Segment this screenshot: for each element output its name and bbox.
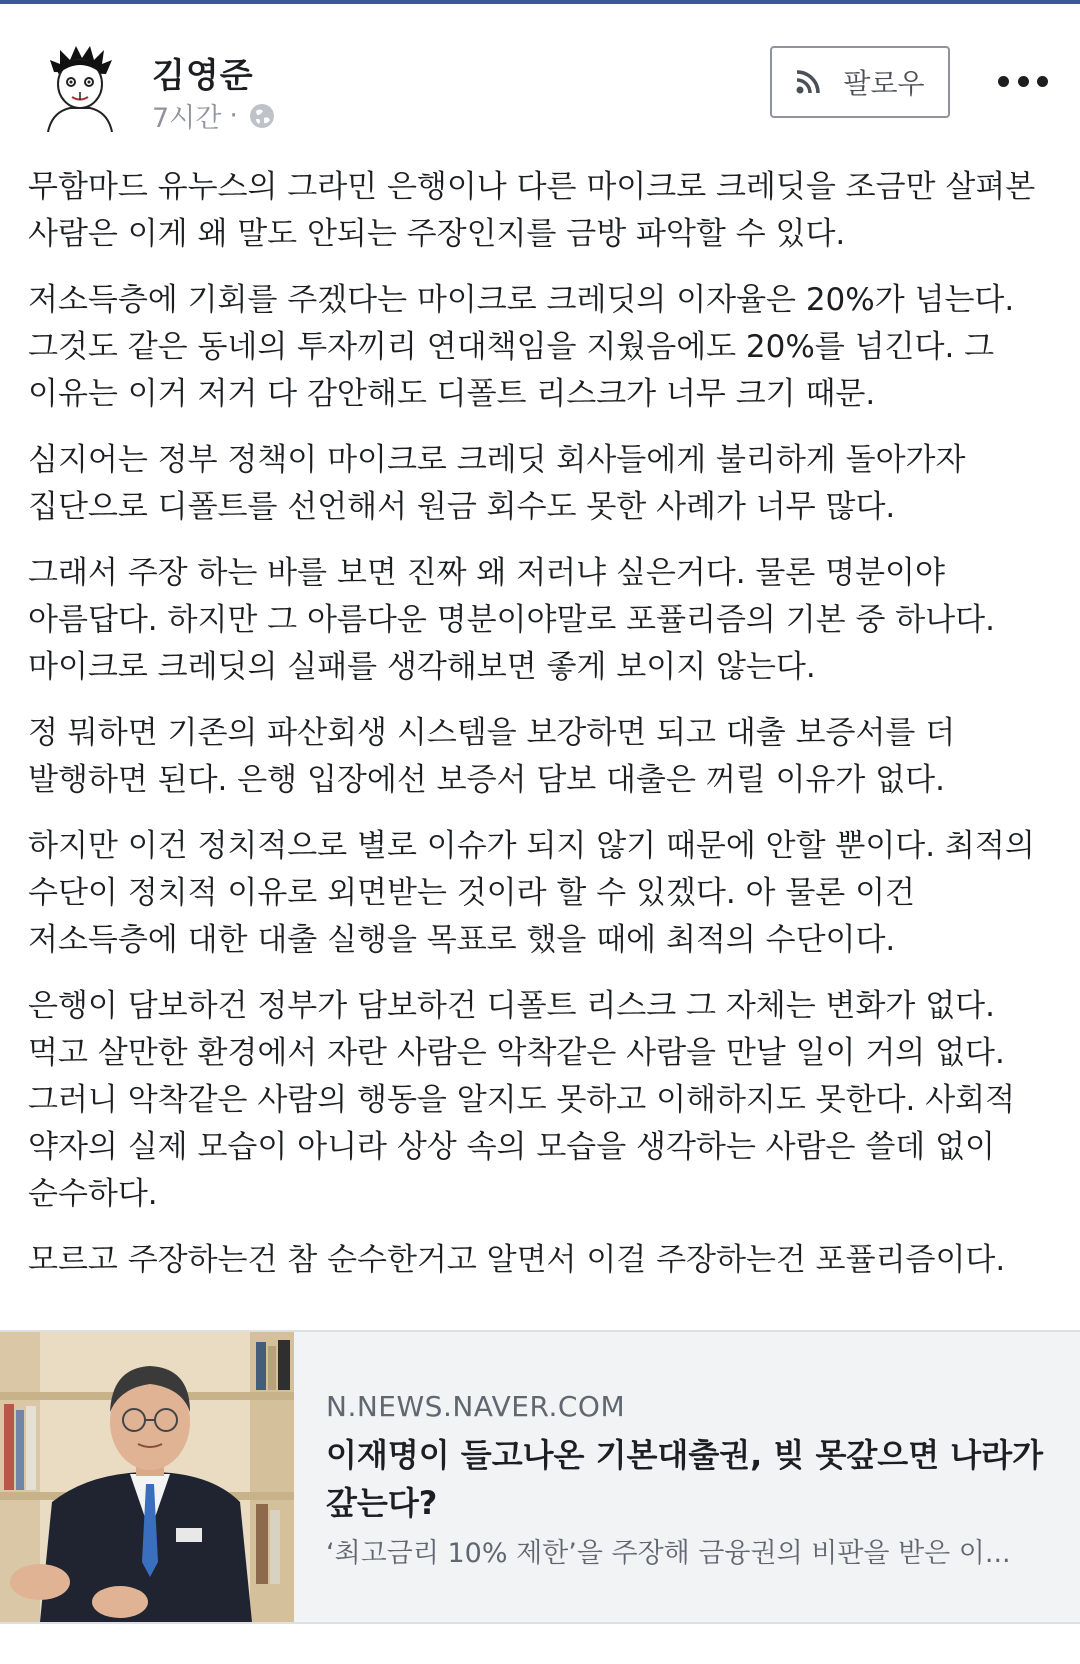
follow-label: 팔로우 [843, 67, 925, 100]
post-body [28, 164, 1058, 1303]
post-paragraph: 무함마드 유누스의 그라민 은행이나 다른 마이크로 크레딧을 조금만 살펴본 사람은 이게 왜 말도 안되는 주장인지를 금방 파악할 수 있다. [28, 169, 1036, 252]
post-paragraph: 하지만 이건 정치적으로 별로 이슈가 되지 않기 때문에 안할 뿐이다. 최적의 수단이 정치적 이유로 외면받는 것이라 할 수 있겠다. 아 물론 이건 저소득층에 대한 대출 실행을 목표로 했을 때에 최적의 수단이다. [28, 828, 1035, 958]
post-paragraph: 저소득층에 기회를 주겠다는 마이크로 크레딧의 이자율은 20%가 넘는다. 그것도 같은 동네의 투자끼리 연대책임을 지웠음에도 20%를 넘긴다. 그 이유는 이거 저거 다 감안해도 디폴트 리스크가 너무 크기 때문. [28, 282, 1015, 412]
link-domain: N.NEWS.NAVER.COM [326, 1390, 626, 1423]
news-thumbnail-image[interactable] [0, 1332, 294, 1622]
link-description: ‘최고금리 10% 제한’을 주장해 금융권의 비판을 받은 이... [326, 1538, 1011, 1569]
more-dot [1037, 76, 1048, 87]
cartoon-avatar-icon[interactable] [40, 42, 120, 132]
post-paragraph: 심지어는 정부 정책이 마이크로 크레딧 회사들에게 불리하게 돌아가자 집단으로 디폴트를 선언해서 원금 회수도 못한 사례가 너무 많다. [28, 442, 966, 525]
link-headline[interactable]: 이재명이 들고나온 기본대출권, 빚 못갚으면 나라가 갚는다? [326, 1436, 1044, 1522]
post-paragraph: 정 뭐하면 기존의 파산회생 시스템을 보강하면 되고 대출 보증서를 더 발행하면 된다. 은행 입장에선 보증서 담보 대출은 꺼릴 이유가 없다. [28, 715, 956, 798]
rss-icon [795, 69, 821, 95]
meta-separator: · [229, 100, 238, 131]
more-dot [1018, 76, 1029, 87]
link-preview-text[interactable] [326, 1390, 1046, 1570]
post-paragraph: 은행이 담보하건 정부가 담보하건 디폴트 리스크 그 자체는 변화가 없다. 먹고 살만한 환경에서 자란 사람은 악착같은 사람을 만날 일이 거의 없다. 그러니 악착같은 사람의 행동을 알지도 못하고 이해하지도 못한다. 사회적 약자의 실제 모습이 아니라 상상 속의 모습을 생각하는 사람은 쓸데 없이 순수하다. [28, 988, 1016, 1212]
post-header [0, 4, 1080, 134]
author-name[interactable]: 김영준 [152, 56, 254, 96]
post-meta [152, 96, 276, 135]
more-dot [998, 76, 1009, 87]
post-paragraph: 모르고 주장하는건 참 순수한거고 알면서 이걸 주장하는건 포퓰리즘이다. [28, 1242, 1006, 1278]
globe-icon [248, 102, 276, 130]
post-paragraph: 그래서 주장 하는 바를 보면 진짜 왜 저러냐 싶은거다. 물론 명분이야 아름답다. 하지만 그 아름다운 명분이야말로 포퓰리즘의 기본 중 하나다. 마이크로 크레딧의 실패를 생각해보면 좋게 보이지 않는다. [28, 555, 995, 685]
post-time[interactable]: 7시간 [152, 103, 222, 134]
follow-button[interactable] [770, 46, 950, 118]
more-options-icon[interactable] [998, 68, 1048, 94]
link-preview-card[interactable] [0, 1330, 1080, 1624]
